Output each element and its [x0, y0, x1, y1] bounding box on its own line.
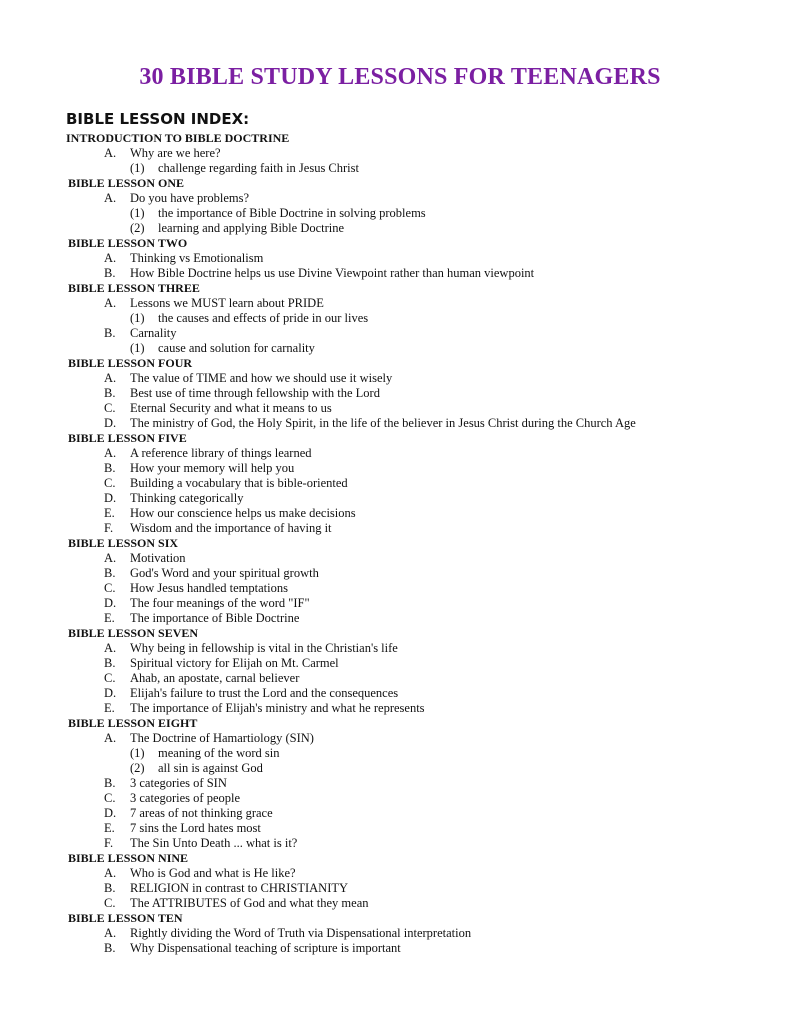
item-marker: A.	[104, 731, 117, 745]
item-text: Why Dispensational teaching of scripture is important	[130, 941, 401, 955]
item-marker: C.	[104, 581, 116, 595]
item-marker: C.	[104, 791, 116, 805]
item-text: The four meanings of the word "IF"	[130, 596, 310, 610]
sub-item-text: the importance of Bible Doctrine in solving problems	[158, 206, 426, 220]
item-marker: D.	[104, 686, 117, 700]
item-marker: B.	[104, 461, 116, 475]
sub-item-text: cause and solution for carnality	[158, 341, 315, 355]
item-marker: A.	[104, 446, 117, 460]
item-text: Wisdom and the importance of having it	[130, 521, 332, 535]
item-text: Why are we here?	[130, 146, 221, 160]
item-marker: A.	[104, 296, 117, 310]
item-marker: C.	[104, 896, 116, 910]
item-text: The importance of Bible Doctrine	[130, 611, 300, 625]
list-item	[0, 251, 800, 266]
item-text: Spiritual victory for Elijah on Mt. Carmel	[130, 656, 339, 670]
sub-item-marker: (1)	[130, 341, 145, 355]
item-text: The Doctrine of Hamartiology (SIN)	[130, 731, 314, 745]
item-text: Who is God and what is He like?	[130, 866, 296, 880]
sub-item-text: all sin is against God	[158, 761, 263, 775]
list-item	[0, 671, 800, 686]
section-heading: BIBLE LESSON SIX	[68, 536, 179, 550]
item-marker: B.	[104, 386, 116, 400]
item-text: 7 sins the Lord hates most	[130, 821, 261, 835]
section-heading: BIBLE LESSON FIVE	[68, 431, 187, 445]
item-marker: A.	[104, 551, 117, 565]
item-marker: B.	[104, 266, 116, 280]
item-marker: D.	[104, 806, 117, 820]
sub-item-marker: (2)	[130, 221, 145, 235]
section-heading: BIBLE LESSON SEVEN	[68, 626, 199, 640]
item-text: Motivation	[130, 551, 186, 565]
section-heading: BIBLE LESSON EIGHT	[68, 716, 198, 730]
list-item	[0, 641, 800, 656]
section-heading: BIBLE LESSON ONE	[68, 176, 185, 190]
list-item	[0, 521, 800, 536]
list-item	[0, 371, 800, 386]
list-item	[0, 611, 800, 626]
index-heading: BIBLE LESSON INDEX:	[66, 110, 250, 128]
item-text: The Sin Unto Death ... what is it?	[130, 836, 298, 850]
item-text: The importance of Elijah's ministry and what he represents	[130, 701, 425, 715]
section-heading: BIBLE LESSON THREE	[68, 281, 200, 295]
item-marker: E.	[104, 701, 115, 715]
item-text: The ministry of God, the Holy Spirit, in the life of the believer in Jesus Christ during the Church Age	[130, 416, 636, 430]
item-text: Why being in fellowship is vital in the Christian's life	[130, 641, 398, 655]
sub-item-marker: (1)	[130, 746, 145, 760]
item-marker: A.	[104, 641, 117, 655]
item-marker: E.	[104, 506, 115, 520]
item-text: How Jesus handled temptations	[130, 581, 288, 595]
item-text: How our conscience helps us make decisions	[130, 506, 356, 520]
item-marker: A.	[104, 926, 117, 940]
list-item	[0, 596, 800, 611]
item-text: The ATTRIBUTES of God and what they mean	[130, 896, 369, 910]
item-marker: D.	[104, 596, 117, 610]
item-marker: A.	[104, 866, 117, 880]
list-item	[0, 656, 800, 671]
sub-list-item	[0, 221, 800, 236]
lesson-index-list	[0, 131, 800, 956]
item-marker: A.	[104, 371, 117, 385]
list-item	[0, 821, 800, 836]
item-marker: D.	[104, 491, 117, 505]
item-marker: A.	[104, 191, 117, 205]
item-marker: B.	[104, 566, 116, 580]
sub-item-text: the causes and effects of pride in our lives	[158, 311, 369, 325]
item-marker: F.	[104, 836, 114, 850]
item-text: 3 categories of SIN	[130, 776, 227, 790]
sub-item-text: meaning of the word sin	[158, 746, 280, 760]
sub-list-item	[0, 341, 800, 356]
list-item	[0, 506, 800, 521]
list-item	[0, 776, 800, 791]
item-text: Eternal Security and what it means to us	[130, 401, 332, 415]
list-item	[0, 686, 800, 701]
list-item	[0, 191, 800, 206]
item-text: How Bible Doctrine helps us use Divine Viewpoint rather than human viewpoint	[130, 266, 535, 280]
item-marker: C.	[104, 401, 116, 415]
item-marker: D.	[104, 416, 117, 430]
list-item	[0, 296, 800, 311]
sub-item-text: challenge regarding faith in Jesus Christ	[158, 161, 359, 175]
list-item	[0, 266, 800, 281]
list-item	[0, 941, 800, 956]
item-text: 7 areas of not thinking grace	[130, 806, 273, 820]
item-text: Do you have problems?	[130, 191, 250, 205]
sub-list-item	[0, 746, 800, 761]
list-item	[0, 866, 800, 881]
list-item	[0, 461, 800, 476]
item-marker: E.	[104, 611, 115, 625]
list-item	[0, 836, 800, 851]
item-text: Thinking categorically	[130, 491, 244, 505]
sub-list-item	[0, 206, 800, 221]
section-heading: BIBLE LESSON TEN	[68, 911, 183, 925]
sub-list-item	[0, 311, 800, 326]
section-heading: INTRODUCTION TO BIBLE DOCTRINE	[66, 131, 290, 145]
list-item	[0, 791, 800, 806]
list-item	[0, 806, 800, 821]
sub-item-marker: (1)	[130, 311, 145, 325]
item-marker: B.	[104, 656, 116, 670]
list-item	[0, 416, 800, 431]
item-text: The value of TIME and how we should use it wisely	[130, 371, 393, 385]
list-item	[0, 146, 800, 161]
section-heading: BIBLE LESSON TWO	[68, 236, 188, 250]
item-marker: B.	[104, 941, 116, 955]
item-marker: F.	[104, 521, 114, 535]
list-item	[0, 386, 800, 401]
item-marker: B.	[104, 326, 116, 340]
list-item	[0, 446, 800, 461]
list-item	[0, 926, 800, 941]
list-item	[0, 581, 800, 596]
item-marker: B.	[104, 881, 116, 895]
list-item	[0, 731, 800, 746]
sub-item-marker: (2)	[130, 761, 145, 775]
item-text: Elijah's failure to trust the Lord and the consequences	[130, 686, 399, 700]
item-text: Carnality	[130, 326, 177, 340]
list-item	[0, 566, 800, 581]
list-item	[0, 326, 800, 341]
list-item	[0, 701, 800, 716]
list-item	[0, 881, 800, 896]
item-text: 3 categories of people	[130, 791, 241, 805]
item-text: Ahab, an apostate, carnal believer	[130, 671, 300, 685]
list-item	[0, 401, 800, 416]
list-item	[0, 896, 800, 911]
list-item	[0, 491, 800, 506]
item-text: God's Word and your spiritual growth	[130, 566, 319, 580]
item-text: Rightly dividing the Word of Truth via Dispensational interpretation	[130, 926, 472, 940]
item-marker: B.	[104, 776, 116, 790]
sub-item-marker: (1)	[130, 161, 145, 175]
item-text: Building a vocabulary that is bible-oriented	[130, 476, 348, 490]
item-marker: E.	[104, 821, 115, 835]
item-marker: A.	[104, 146, 117, 160]
item-text: A reference library of things learned	[130, 446, 312, 460]
list-item	[0, 551, 800, 566]
section-heading: BIBLE LESSON FOUR	[68, 356, 193, 370]
item-text: How your memory will help you	[130, 461, 295, 475]
document-title: 30 BIBLE STUDY LESSONS FOR TEENAGERS	[139, 64, 661, 90]
section-heading: BIBLE LESSON NINE	[68, 851, 189, 865]
item-text: RELIGION in contrast to CHRISTIANITY	[130, 881, 349, 895]
item-text: Best use of time through fellowship with the Lord	[130, 386, 380, 400]
sub-list-item	[0, 761, 800, 776]
sub-list-item	[0, 161, 800, 176]
item-marker: C.	[104, 671, 116, 685]
item-text: Lessons we MUST learn about PRIDE	[130, 296, 324, 310]
sub-item-text: learning and applying Bible Doctrine	[158, 221, 345, 235]
list-item	[0, 476, 800, 491]
sub-item-marker: (1)	[130, 206, 145, 220]
item-text: Thinking vs Emotionalism	[130, 251, 264, 265]
item-marker: A.	[104, 251, 117, 265]
item-marker: C.	[104, 476, 116, 490]
